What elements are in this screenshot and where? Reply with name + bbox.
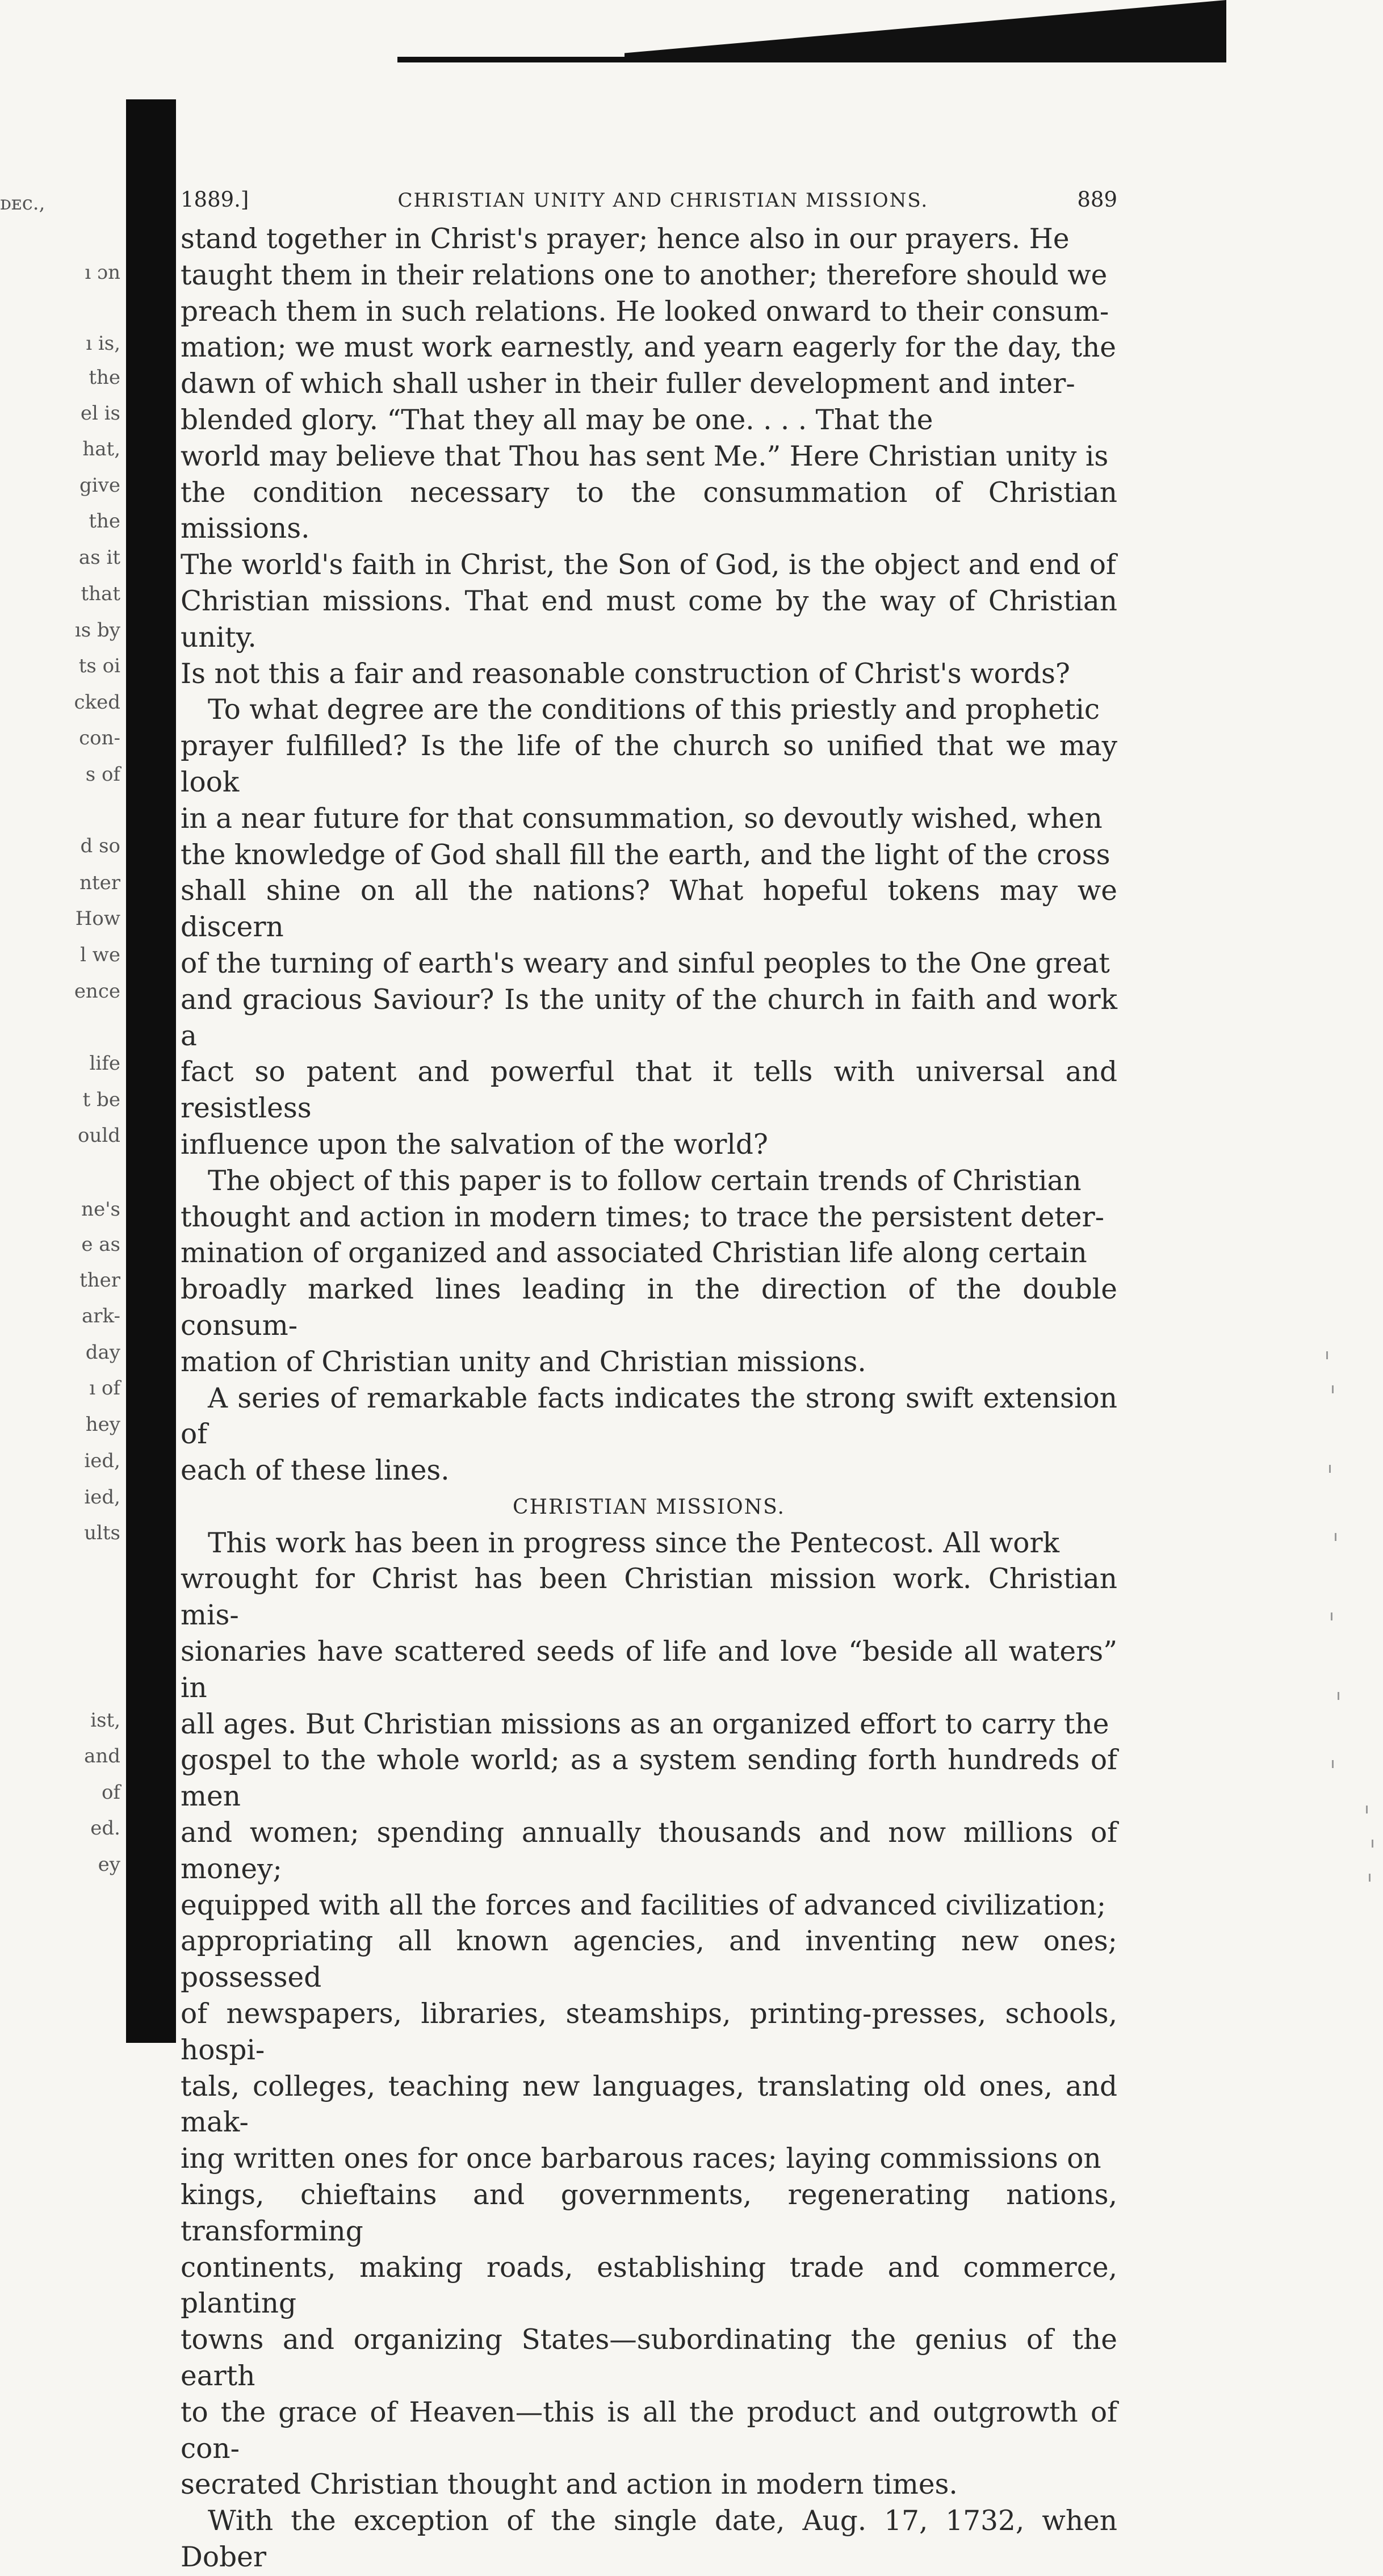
page-number: 889 — [1077, 187, 1117, 212]
text-line: mation of Christian unity and Christian missions. — [181, 1346, 866, 1378]
fragment-text: t be — [82, 1088, 120, 1111]
text-line: sionaries have scattered seeds of life and love “beside all waters” in — [181, 1636, 1117, 1704]
text-line: of newspapers, libraries, steamships, printing-presses, schools, hospi- — [181, 1998, 1117, 2066]
text-line: Christian missions. That end must come by the way of Christian unity. — [181, 585, 1117, 654]
text-line: A series of remarkable facts indicates the strong swift extension of — [181, 1382, 1117, 1451]
text-line: thought and action in modern times; to trace the persistent deter- — [181, 1201, 1105, 1233]
fragment-text: How — [75, 907, 120, 930]
text-line: ing written ones for once barbarous races; laying commissions on — [181, 2143, 1101, 2175]
text-line: This work has been in progress since the Pentecost. All work — [208, 1527, 1060, 1559]
text-line: wrought for Christ has been Christian mission work. Christian mis- — [181, 1563, 1117, 1632]
fragment-text: ist, — [90, 1709, 120, 1732]
fragment-text: ts oi — [78, 655, 120, 677]
text-line: The object of this paper is to follow certain trends of Christian — [208, 1165, 1082, 1197]
text-line: taught them in their relations one to another; therefore should we — [181, 259, 1108, 291]
scan-border-top — [625, 0, 1226, 62]
fragment-text: and — [84, 1745, 120, 1767]
text-line: and women; spending annually thousands and now millions of money; — [181, 1817, 1117, 1885]
fragment-text: ed. — [90, 1817, 120, 1840]
fragment-text: s of — [85, 763, 120, 786]
text-line: stand together in Christ's prayer; hence also in our prayers. He — [181, 223, 1070, 255]
scan-border-top-thin — [397, 57, 636, 62]
text-line: equipped with all the forces and facilities of advanced civilization; — [181, 1889, 1107, 1921]
fragment-text: as it — [78, 546, 120, 569]
text-line: of the turning of earth's weary and sinful peoples to the One great — [181, 947, 1110, 979]
fragment-text: ıs by — [74, 619, 120, 642]
book-page — [181, 187, 1117, 2576]
scan-specks — [1315, 1351, 1383, 2033]
fragment-text: ther — [79, 1269, 120, 1292]
fragment-text: the — [89, 510, 120, 533]
text-line: broadly marked lines leading in the direction of the double consum- — [181, 1274, 1117, 1342]
fragment-text: that — [81, 583, 120, 605]
text-line: dawn of which shall usher in their fuller development and inter- — [181, 368, 1075, 400]
text-line: the condition necessary to the consummation of Christian missions. — [181, 476, 1117, 545]
fragment-text: hat, — [82, 438, 120, 460]
text-line: preach them in such relations. He looked onward to their consum- — [181, 295, 1109, 328]
text-line: world may believe that Thou has sent Me.” Here Christian unity is — [181, 440, 1109, 472]
fragment-text: ults — [84, 1522, 120, 1544]
text-line: continents, making roads, establishing trade and commerce, planting — [181, 2251, 1117, 2320]
text-line: fact so patent and powerful that it tells with universal and resistless — [181, 1056, 1117, 1125]
text-line: tals, colleges, teaching new languages, translating old ones, and mak- — [181, 2070, 1117, 2139]
fragment-text: e as — [81, 1233, 120, 1256]
fragment-text: ne's — [81, 1198, 120, 1221]
fragment-text: ence — [74, 980, 120, 1003]
body-text — [181, 221, 1117, 2576]
text-line: and gracious Saviour? Is the unity of the church in faith and work a — [181, 983, 1117, 1052]
fragment-text: of — [101, 1781, 120, 1804]
text-line: shall shine on all the nations? What hopeful tokens may we discern — [181, 875, 1117, 944]
scan-border-left — [126, 99, 176, 2043]
fragment-text: nter — [79, 872, 120, 894]
fragment-text: d so — [80, 835, 120, 857]
text-line: mination of organized and associated Christian life along certain — [181, 1237, 1087, 1270]
adjacent-page-fragments — [0, 0, 126, 2043]
text-line: towns and organizing States—subordinating the genius of the earth — [181, 2324, 1117, 2393]
text-line: To what degree are the conditions of this priestly and prophetic — [208, 694, 1100, 726]
fragment-text: ı of — [89, 1377, 120, 1400]
text-line: With the exception of the single date, Aug. 17, 1732, when Dober — [181, 2505, 1117, 2573]
text-line: mation; we must work earnestly, and yearn eagerly for the day, the — [181, 332, 1117, 364]
fragment-text: hey — [85, 1413, 120, 1436]
text-line: to the grace of Heaven—this is all the product and outgrowth of con- — [181, 2396, 1117, 2465]
text-line: in a near future for that consummation, so devoutly wished, when — [181, 802, 1103, 835]
text-line: kings, chieftains and governments, regenerating nations, transforming — [181, 2179, 1117, 2247]
fragment-text: cked — [74, 691, 120, 714]
fragment-text: ould — [77, 1124, 120, 1147]
text-line: gospel to the whole world; as a system sending forth hundreds of men — [181, 1744, 1117, 1813]
text-line: influence upon the salvation of the world? — [181, 1128, 768, 1161]
fragment-text: ied, — [84, 1486, 120, 1509]
fragment-text: day — [85, 1341, 120, 1364]
text-line: each of these lines. — [181, 1455, 450, 1487]
text-line: prayer fulfilled? Is the life of the church so unified that we may look — [181, 730, 1117, 798]
fragment-text: ı is, — [86, 332, 120, 355]
fragment-text: con- — [79, 727, 120, 749]
header-year: 1889.] — [181, 187, 249, 212]
fragment-text: life — [89, 1052, 120, 1075]
running-header — [181, 187, 1117, 221]
fragment-text: ey — [98, 1853, 120, 1876]
fragment-text: ᴅᴇc., — [0, 192, 45, 215]
fragment-text: l we — [80, 944, 120, 966]
fragment-text: ı ɔn — [85, 261, 120, 284]
fragment-text: give — [79, 474, 120, 497]
text-line: the knowledge of God shall fill the earth, and the light of the cross — [181, 839, 1110, 871]
text-line: appropriating all known agencies, and inventing new ones; possessed — [181, 1925, 1117, 1994]
fragment-text: el is — [80, 402, 120, 425]
text-line: all ages. But Christian missions as an organized effort to carry the — [181, 1708, 1109, 1740]
text-line: blended glory. “That they all may be one. . . . That the — [181, 404, 933, 436]
text-line: secrated Christian thought and action in modern times. — [181, 2469, 958, 2501]
section-heading: CHRISTIAN MISSIONS. — [513, 1495, 785, 1519]
fragment-text: the — [89, 366, 120, 389]
text-line: The world's faith in Christ, the Son of God, is the object and end of — [181, 549, 1116, 581]
fragment-text: ark- — [81, 1305, 120, 1327]
fragment-text: ied, — [84, 1450, 120, 1472]
running-title: CHRISTIAN UNITY AND CHRISTIAN MISSIONS. — [397, 189, 929, 212]
text-line: Is not this a fair and reasonable construction of Christ's words? — [181, 657, 1070, 690]
